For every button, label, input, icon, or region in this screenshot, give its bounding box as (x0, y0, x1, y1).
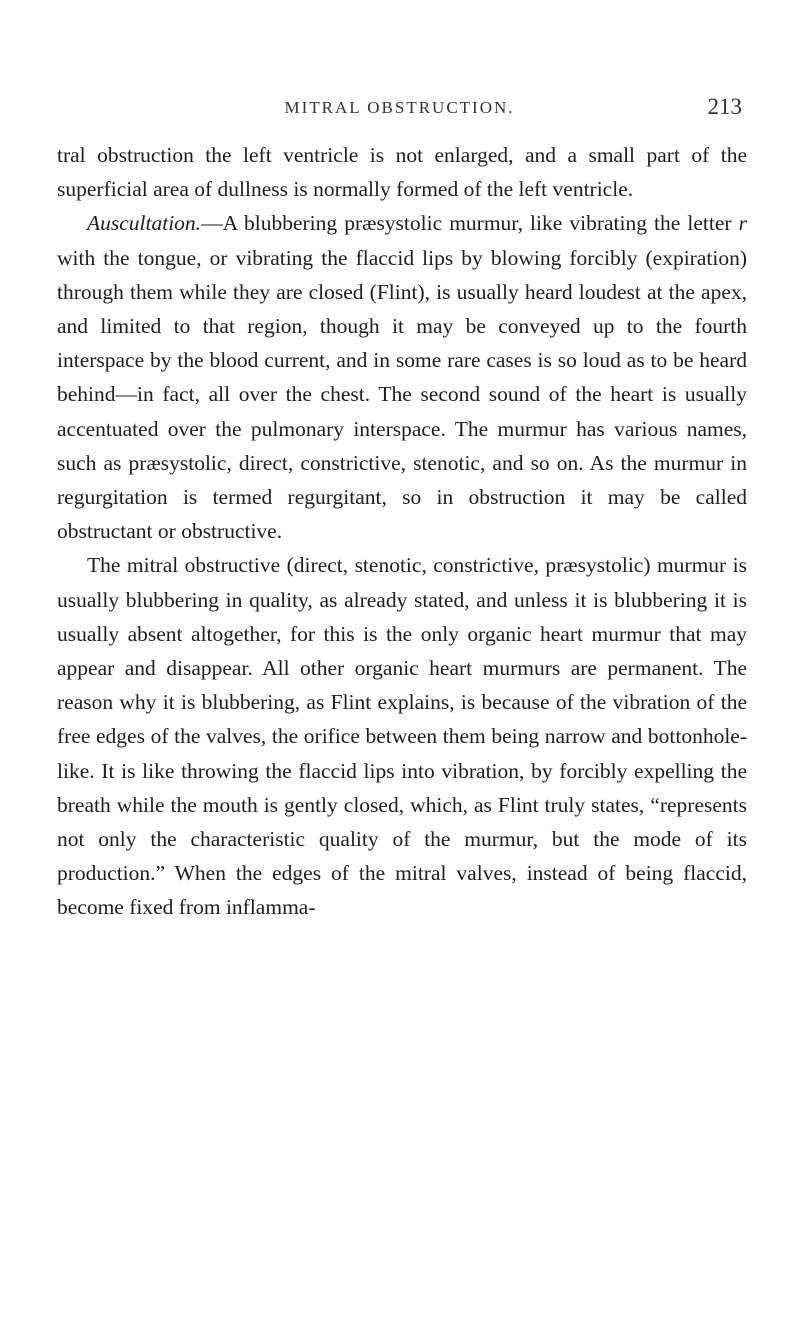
letter-r: r (738, 211, 747, 236)
body-text (57, 138, 747, 925)
section-heading-auscultation: Auscultation. (87, 211, 202, 236)
paragraph-auscultation (57, 206, 747, 548)
paragraph-text: —A blubbering præsystolic murmur, like vibrating the letter (201, 211, 739, 236)
paragraph-continuation: tral obstruction the left ventricle is not enlarged, and a small part of the superficial area of dullness is normally formed of the left ventricle. (57, 143, 747, 202)
paragraph-mitral-murmur: The mitral obstructive (direct, stenotic, constrictive, præsystolic) murmur is usually blubbering in quality, as already stated, and unless it is blubbering it is usually absent altogether, for this is the only organic heart murmur that may appear and disappear. All other organic heart murmurs are permanent. The reason why it is blubbering, as Flint explains, is because of the vibration of the free edges of the valves, the orifice between them being narrow and bottonhole-like. It is like throwing the flaccid lips into vibration, by forcibly expelling the breath while the mouth is gently closed, which, as Flint truly states, “represents not only the characteristic quality of the murmur, but the mode of its production.” When the edges of the mitral valves, instead of being flaccid, become fixed from inflamma- (57, 553, 747, 920)
running-head (57, 94, 742, 128)
paragraph-text: with the tongue, or vibrating the flaccid lips by blowing forcibly (expiration) through them while they are closed (Flint), is usually heard loudest at the apex, and limited to that region, though it may be conveyed up to the fourth interspace by the blood current, and in some rare cases is so loud as to be heard behind—in fact, all over the chest. The second sound of the heart is usually accentuated over the pulmonary interspace. The murmur has various names, such as præsystolic, direct, constrictive, stenotic, and so on. As the murmur in regurgitation is termed regurgitant, so in obstruction it may be called obstructant or obstructive. (57, 245, 747, 544)
running-title: MITRAL OBSTRUCTION. (284, 98, 515, 117)
page-number: 213 (707, 94, 742, 119)
